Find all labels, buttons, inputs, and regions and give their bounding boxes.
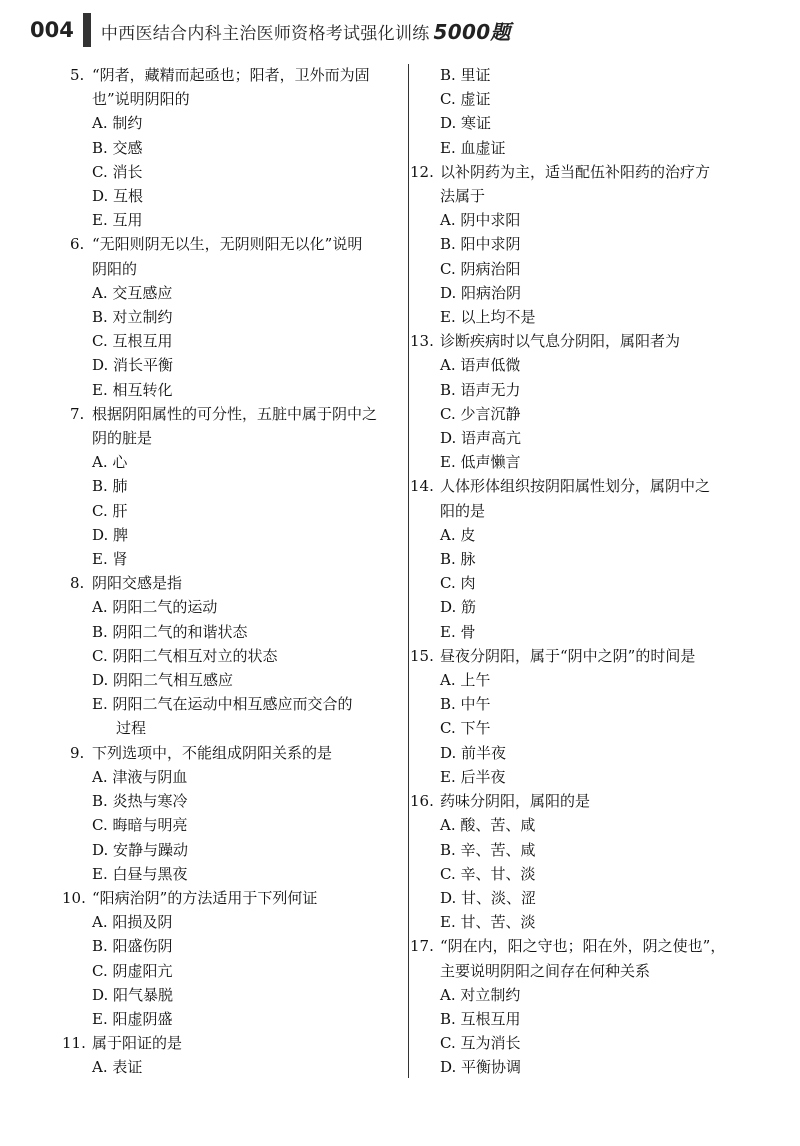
answer-option: C. 肝 <box>92 501 128 520</box>
question-item <box>70 571 400 740</box>
question-item <box>62 1031 400 1079</box>
question-number: 17. <box>410 937 434 956</box>
answer-option: 过程 <box>116 719 147 738</box>
question-text: “无阳则阴无以生，无阴则阳无以化”说明 <box>92 235 363 254</box>
question-text: 以补阴药为主，适当配伍补阳药的治疗方 <box>440 162 711 181</box>
question-number: 14. <box>410 477 434 496</box>
answer-option: B. 阳盛伤阴 <box>92 937 173 956</box>
question-item <box>410 474 758 643</box>
answer-option: D. 寒证 <box>440 114 492 133</box>
answer-option: B. 炎热与寒冷 <box>92 792 188 811</box>
answer-option: A. 阴中求阳 <box>440 211 521 230</box>
answer-option: A. 对立制约 <box>440 985 521 1004</box>
answer-option: B. 辛、苦、咸 <box>440 840 536 859</box>
answer-option: C. 消长 <box>92 162 143 181</box>
question-text: 阴的脏是 <box>92 429 153 448</box>
answer-option: D. 脾 <box>92 525 129 544</box>
answer-option: B. 阳中求阴 <box>440 235 521 254</box>
question-number: 15. <box>410 646 434 665</box>
answer-option: E. 白昼与黑夜 <box>92 864 188 883</box>
question-item <box>70 402 400 571</box>
answer-option: E. 阴阳二气在运动中相互感应而交合的 <box>92 695 353 714</box>
answer-option: D. 筋 <box>440 598 477 617</box>
answer-option: C. 下午 <box>440 719 491 738</box>
question-text: “阳病治阴”的方法适用于下列何证 <box>92 888 318 907</box>
answer-option: E. 低声懒言 <box>440 453 521 472</box>
question-item <box>418 63 758 160</box>
answer-option: B. 语声无力 <box>440 380 521 399</box>
column-divider <box>408 64 409 1078</box>
answer-option: E. 后半夜 <box>440 767 506 786</box>
answer-option: C. 少言沉静 <box>440 404 521 423</box>
answer-option: C. 互根互用 <box>92 332 173 351</box>
answer-option: D. 阳气暴脱 <box>92 985 174 1004</box>
question-number: 7. <box>70 404 85 423</box>
question-text: 阴阳交感是指 <box>92 574 183 593</box>
answer-option: E. 相互转化 <box>92 380 173 399</box>
answer-option: B. 阴阳二气的和谐状态 <box>92 622 248 641</box>
question-number: 10. <box>62 888 86 907</box>
answer-option: E. 阳虚阴盛 <box>92 1009 173 1028</box>
question-text: 阳的是 <box>440 501 486 520</box>
question-number: 8. <box>70 574 85 593</box>
answer-option: A. 语声低微 <box>440 356 521 375</box>
question-text: 诊断疾病时以气息分阴阳，属阳者为 <box>440 332 681 351</box>
answer-option: E. 互用 <box>92 211 143 230</box>
question-number: 13. <box>410 332 434 351</box>
answer-option: D. 阴阳二气相互感应 <box>92 671 234 690</box>
question-text: 主要说明阴阳之间存在何种关系 <box>440 961 651 980</box>
question-text: 药味分阴阳，属阳的是 <box>440 792 591 811</box>
answer-option: C. 互为消长 <box>440 1034 521 1053</box>
question-item <box>70 232 400 401</box>
answer-option: C. 肉 <box>440 574 476 593</box>
header-bar <box>83 13 91 47</box>
question-item <box>410 789 758 934</box>
question-item <box>410 160 758 329</box>
book-title-text: 中西医结合内科主治医师资格考试强化训练 <box>100 23 430 44</box>
question-item <box>410 934 758 1079</box>
answer-option: D. 平衡协调 <box>440 1058 522 1077</box>
question-text: 法属于 <box>440 187 486 206</box>
question-text: “阴者，藏精而起亟也；阳者，卫外而为固 <box>92 66 370 84</box>
answer-option: A. 上午 <box>440 671 491 690</box>
answer-option: B. 脉 <box>440 550 476 569</box>
answer-option: C. 阴阳二气相互对立的状态 <box>92 646 278 665</box>
answer-option: D. 前半夜 <box>440 743 507 762</box>
right-column <box>410 63 758 1080</box>
question-item <box>70 63 400 232</box>
question-item <box>410 644 758 789</box>
question-item <box>62 886 400 1031</box>
answer-option: A. 制约 <box>92 114 143 133</box>
answer-option: C. 阴病治阳 <box>440 259 521 278</box>
answer-option: A. 表证 <box>92 1058 143 1077</box>
answer-option: C. 辛、甘、淡 <box>440 864 536 883</box>
answer-option: E. 以上均不是 <box>440 308 536 327</box>
book-title <box>101 16 511 45</box>
question-number: 9. <box>70 743 85 762</box>
answer-option: E. 甘、苦、淡 <box>440 913 536 932</box>
answer-option: B. 对立制约 <box>92 308 173 327</box>
question-number: 16. <box>410 792 434 811</box>
answer-option: D. 甘、淡、涩 <box>440 888 537 907</box>
question-text: 也”说明阴阳的 <box>92 90 190 109</box>
answer-option: D. 消长平衡 <box>92 356 174 375</box>
question-text: “阴在内，阳之守也；阳在外，阴之使也”， <box>440 937 726 956</box>
answer-option: A. 交互感应 <box>92 283 173 302</box>
question-text: 阴阳的 <box>92 259 138 278</box>
question-number: 6. <box>70 235 85 254</box>
answer-option: E. 血虚证 <box>440 138 506 157</box>
answer-option: E. 肾 <box>92 550 128 569</box>
answer-option: B. 肺 <box>92 477 128 496</box>
answer-option: B. 交感 <box>92 138 143 157</box>
answer-option: C. 阴虚阳亢 <box>92 961 173 980</box>
answer-option: A. 心 <box>92 453 128 472</box>
answer-option: A. 酸、苦、咸 <box>440 816 536 835</box>
question-item <box>70 741 400 886</box>
answer-option: A. 皮 <box>440 525 476 544</box>
answer-option: E. 骨 <box>440 622 476 641</box>
question-text: 属于阳证的是 <box>92 1034 183 1053</box>
page-header <box>30 10 511 50</box>
answer-option: B. 中午 <box>440 695 491 714</box>
page-number: 004 <box>30 18 74 42</box>
answer-option: D. 语声高亢 <box>440 429 522 448</box>
question-text: 人体形体组织按阴阳属性划分，属阴中之 <box>440 477 711 496</box>
question-text: 下列选项中，不能组成阴阳关系的是 <box>92 743 333 762</box>
left-column <box>62 63 400 1080</box>
question-text: 根据阴阳属性的可分性，五脏中属于阴中之 <box>92 404 378 423</box>
answer-option: D. 互根 <box>92 187 144 206</box>
question-text: 昼夜分阴阳，属于“阴中之阴”的时间是 <box>440 646 696 665</box>
answer-option: A. 津液与阴血 <box>92 767 188 786</box>
answer-option: A. 阴阳二气的运动 <box>92 598 218 617</box>
answer-option: A. 阳损及阴 <box>92 913 173 932</box>
question-item <box>410 329 758 474</box>
answer-option: C. 虚证 <box>440 90 491 109</box>
question-number: 5. <box>70 66 85 84</box>
answer-option: C. 晦暗与明亮 <box>92 816 188 835</box>
book-title-number: 5000题 <box>433 19 511 44</box>
answer-option: D. 阳病治阴 <box>440 283 522 302</box>
question-number: 12. <box>410 162 434 181</box>
answer-option: D. 安静与躁动 <box>92 840 189 859</box>
answer-option: B. 互根互用 <box>440 1009 521 1028</box>
answer-option: B. 里证 <box>440 66 491 84</box>
question-number: 11. <box>62 1034 86 1053</box>
